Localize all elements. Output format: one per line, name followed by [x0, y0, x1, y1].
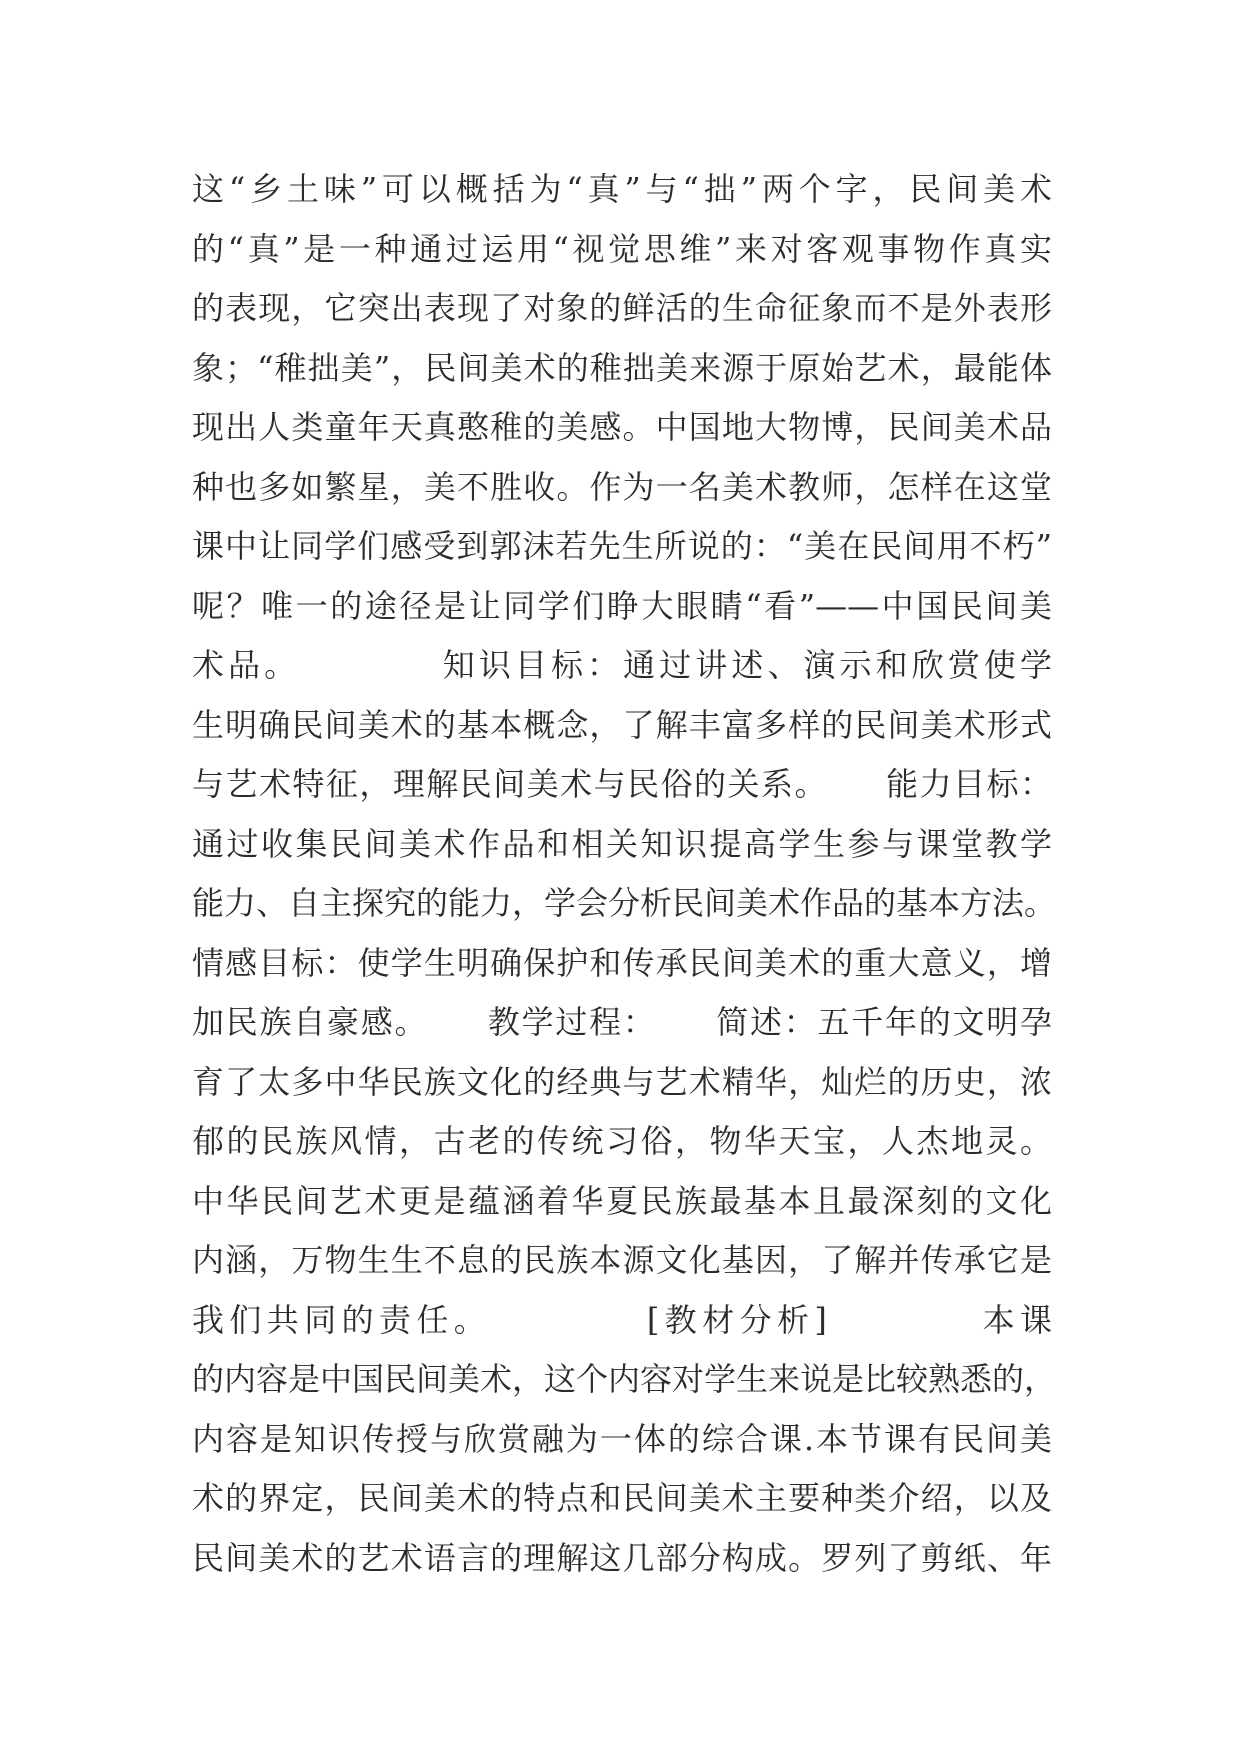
text-line: 术的界定，民间美术的特点和民间美术主要种类介绍，以及 [192, 1479, 1052, 1517]
text-line: 术品。 知识目标：通过讲述、演示和欣赏使学 [192, 646, 1052, 684]
text-line: 的“真”是一种通过运用“视觉思维”来对客观事物作真实 [192, 229, 1052, 268]
text-line: 能力、自主探究的能力，学会分析民间美术作品的基本方法。 [192, 884, 1057, 922]
text-line: 内容是知识传授与欣赏融为一体的综合课.本节课有民间美 [192, 1419, 1052, 1458]
text-line: 与艺术特征，理解民间美术与民俗的关系。 能力目标： [192, 765, 1052, 803]
text-line: 中华民间艺术更是蕴涵着华夏民族最基本且最深刻的文化 [192, 1181, 1052, 1220]
text-line: 郁的民族风情，古老的传统习俗，物华天宝，人杰地灵。 [192, 1122, 1052, 1160]
text-line: 我们共同的责任。 [教材分析] 本课 [192, 1300, 1052, 1339]
text-line: 呢？唯一的途径是让同学们睁大眼睛“看”——中国民间美 [192, 586, 1052, 625]
text-line: 生明确民间美术的基本概念，了解丰富多样的民间美术形式 [192, 705, 1052, 744]
text-line: 的内容是中国民间美术，这个内容对学生来说是比较熟悉的， [192, 1360, 1057, 1398]
text-line: 育了太多中华民族文化的经典与艺术精华，灿烂的历史，浓 [192, 1062, 1052, 1101]
text-line: 的表现，它突出表现了对象的鲜活的生命征象而不是外表形 [192, 289, 1052, 327]
text-line: 加民族自豪感。 教学过程： 简述：五千年的文明孕 [192, 1003, 1052, 1041]
body-text [192, 160, 1057, 1588]
text-line: 这“乡土味”可以概括为“真”与“拙”两个字，民间美术 [192, 170, 1052, 208]
text-line: 象；“稚拙美”，民间美术的稚拙美来源于原始艺术，最能体 [192, 348, 1052, 387]
text-line: 课中让同学们感受到郭沫若先生所说的：“美在民间用不朽” [192, 527, 1052, 565]
text-line: 民间美术的艺术语言的理解这几部分构成。罗列了剪纸、年 [192, 1538, 1052, 1577]
text-line: 现出人类童年天真憨稚的美感。中国地大物博，民间美术品 [192, 408, 1052, 446]
text-line: 种也多如繁星，美不胜收。作为一名美术教师，怎样在这堂 [192, 467, 1052, 506]
text-line: 内涵，万物生生不息的民族本源文化基因，了解并传承它是 [192, 1241, 1052, 1279]
text-line: 情感目标：使学生明确保护和传承民间美术的重大意义，增 [192, 943, 1052, 982]
text-line: 通过收集民间美术作品和相关知识提高学生参与课堂教学 [192, 824, 1052, 863]
